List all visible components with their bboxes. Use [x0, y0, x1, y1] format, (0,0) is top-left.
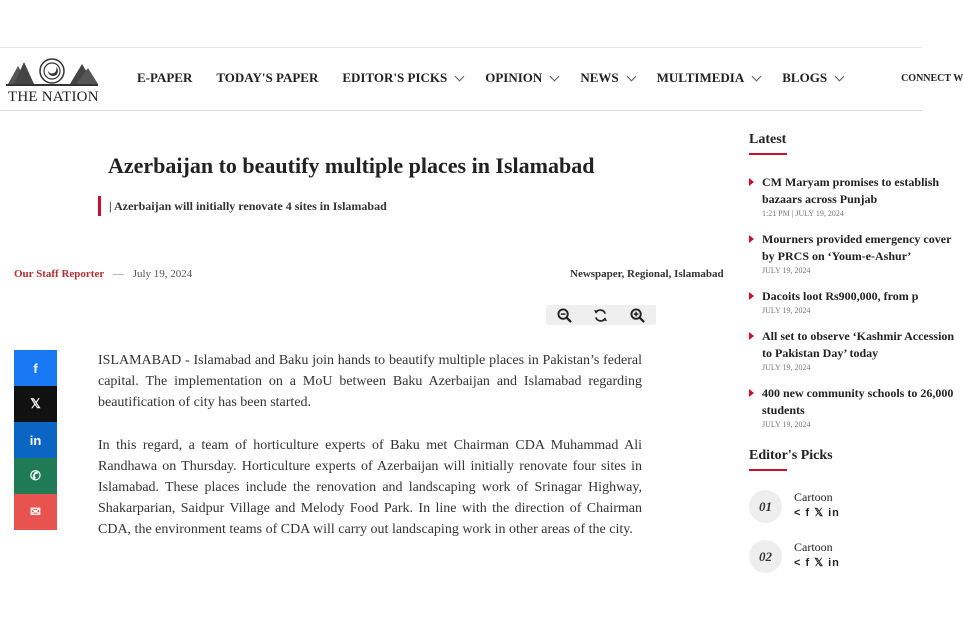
pick-number: 01 — [749, 490, 782, 523]
email-icon: ✉ — [30, 504, 41, 519]
nav-item-blogs[interactable] — [782, 70, 843, 86]
chevron-down-icon — [550, 71, 560, 81]
reset-zoom-icon[interactable] — [593, 308, 608, 323]
chevron-down-icon — [835, 71, 845, 81]
nav-item-editors-picks[interactable] — [342, 70, 463, 86]
latest-item-date: JULY 19, 2024 — [762, 306, 811, 315]
editors-pick-item[interactable] — [749, 540, 922, 578]
share-facebook-button[interactable] — [14, 350, 57, 386]
chevron-down-icon — [455, 71, 465, 81]
latest-item-title[interactable]: CM Maryam promises to establish bazaars across Punjab — [762, 175, 940, 206]
byline — [14, 268, 192, 280]
chevron-down-icon — [626, 71, 636, 81]
pick-number: 02 — [749, 540, 782, 573]
nav-item-todays-paper[interactable] — [216, 70, 318, 86]
article-date: July 19, 2024 — [132, 268, 193, 280]
nav-item-label: CONNECT W — [901, 72, 963, 84]
nav-item-multimedia[interactable] — [657, 70, 761, 86]
editors-pick-item[interactable] — [749, 490, 922, 528]
latest-item-date: JULY 19, 2024 — [762, 363, 811, 372]
share-email-button[interactable] — [14, 494, 57, 530]
editors-picks-section — [749, 448, 922, 471]
latest-item[interactable] — [749, 174, 940, 218]
article-subtitle: | Azerbaijan will initially renovate 4 sites in Islamabad — [98, 196, 387, 216]
nav-item-label: MULTIMEDIA — [656, 70, 745, 85]
bullet-arrow-icon — [749, 332, 754, 340]
zoom-out-icon[interactable] — [557, 308, 572, 323]
nav-item-connect[interactable] — [901, 73, 963, 84]
chevron-down-icon — [752, 71, 762, 81]
article-title: Azerbaijan to beautify multiple places in Islamabad — [108, 153, 595, 178]
latest-item[interactable] — [749, 385, 954, 429]
heading-underline — [749, 153, 787, 155]
nav-item-label: NEWS — [580, 70, 619, 85]
share-x-button[interactable] — [14, 386, 57, 422]
main-nav — [137, 70, 963, 86]
social-share-bar — [14, 350, 57, 530]
editors-picks-heading: Editor's Picks — [749, 448, 833, 463]
bullet-arrow-icon — [749, 178, 754, 186]
heading-underline — [749, 469, 787, 471]
pick-share-icons[interactable]: < f 𝕏 in — [794, 507, 840, 519]
latest-list — [749, 174, 955, 429]
latest-heading: Latest — [749, 132, 787, 147]
facebook-icon: f — [33, 360, 38, 376]
latest-item[interactable] — [749, 288, 922, 315]
article-paragraph: In this regard, a team of horticulture experts of Baku met Chairman CDA Muhammad Ali Randhawa on Thursday. Horticulture experts of Azerbaijan will initially renovate four sites in Islamabad. These places include the renovation and landscaping work of Srinagar Highway, Shakarparian, Saidpur Village and Melody Food Park. In line with the direction of Chairman CDA, the environment teams of CDA will carry out landscaping work in other areas of the city. — [98, 438, 642, 537]
latest-section — [749, 132, 955, 442]
whatsapp-icon: ✆ — [30, 468, 41, 483]
nav-item-label: E-PAPER — [137, 70, 193, 85]
site-header — [0, 48, 963, 111]
nav-item-opinion[interactable] — [485, 70, 558, 86]
linkedin-icon: in — [29, 432, 42, 448]
latest-item[interactable] — [749, 231, 952, 275]
latest-item-title[interactable]: Mourners provided emergency cover by PRCS on ‘Youm-e-Ashur’ — [762, 232, 952, 263]
latest-item-date: JULY 19, 2024 — [762, 266, 811, 275]
share-whatsapp-button[interactable] — [14, 458, 57, 494]
nav-item-label: EDITOR'S PICKS — [342, 70, 448, 85]
site-logo[interactable] — [4, 54, 100, 108]
author-link[interactable]: Our Staff Reporter — [14, 268, 105, 280]
x-icon: 𝕏 — [30, 396, 41, 411]
nav-item-news[interactable] — [580, 70, 634, 86]
bullet-arrow-icon — [749, 389, 754, 397]
pick-title[interactable]: Cartoon — [794, 540, 833, 554]
share-linkedin-button[interactable] — [14, 422, 57, 458]
latest-item[interactable] — [749, 328, 955, 372]
pick-title[interactable]: Cartoon — [794, 490, 833, 504]
pick-share-icons[interactable]: < f 𝕏 in — [794, 557, 840, 569]
logo-text: THE NATION — [8, 89, 99, 105]
article-body — [98, 350, 642, 562]
article-categories[interactable]: Newspaper, Regional, Islamabad — [570, 268, 724, 280]
latest-item-title[interactable]: All set to observe ‘Kashmir Accession to Pakistan Day’ today — [762, 329, 955, 360]
bullet-arrow-icon — [749, 292, 754, 300]
bullet-arrow-icon — [749, 235, 754, 243]
nav-item-epaper[interactable] — [137, 70, 192, 86]
nav-item-label: OPINION — [485, 70, 543, 85]
article-paragraph: ISLAMABAD - Islamabad and Baku join hands to beautify multiple places in Pakistan’s federal capital. The implementation on a MoU between Baku Azerbaijan and Islamabad regarding beautification of city has been started. — [98, 353, 642, 410]
latest-item-title[interactable]: Dacoits loot Rs900,000, from p — [762, 289, 919, 303]
nav-item-label: TODAY'S PAPER — [216, 70, 319, 85]
nav-item-label: BLOGS — [782, 70, 828, 85]
text-zoom-controls — [546, 305, 656, 325]
latest-item-title[interactable]: 400 new community schools to 26,000 students — [762, 386, 954, 417]
zoom-in-icon[interactable] — [630, 308, 645, 323]
latest-item-date: 1:21 PM | JULY 19, 2024 — [762, 209, 844, 218]
byline-separator: — — [112, 268, 124, 280]
logo-emblem-icon — [4, 54, 100, 90]
latest-item-date: JULY 19, 2024 — [762, 420, 811, 429]
